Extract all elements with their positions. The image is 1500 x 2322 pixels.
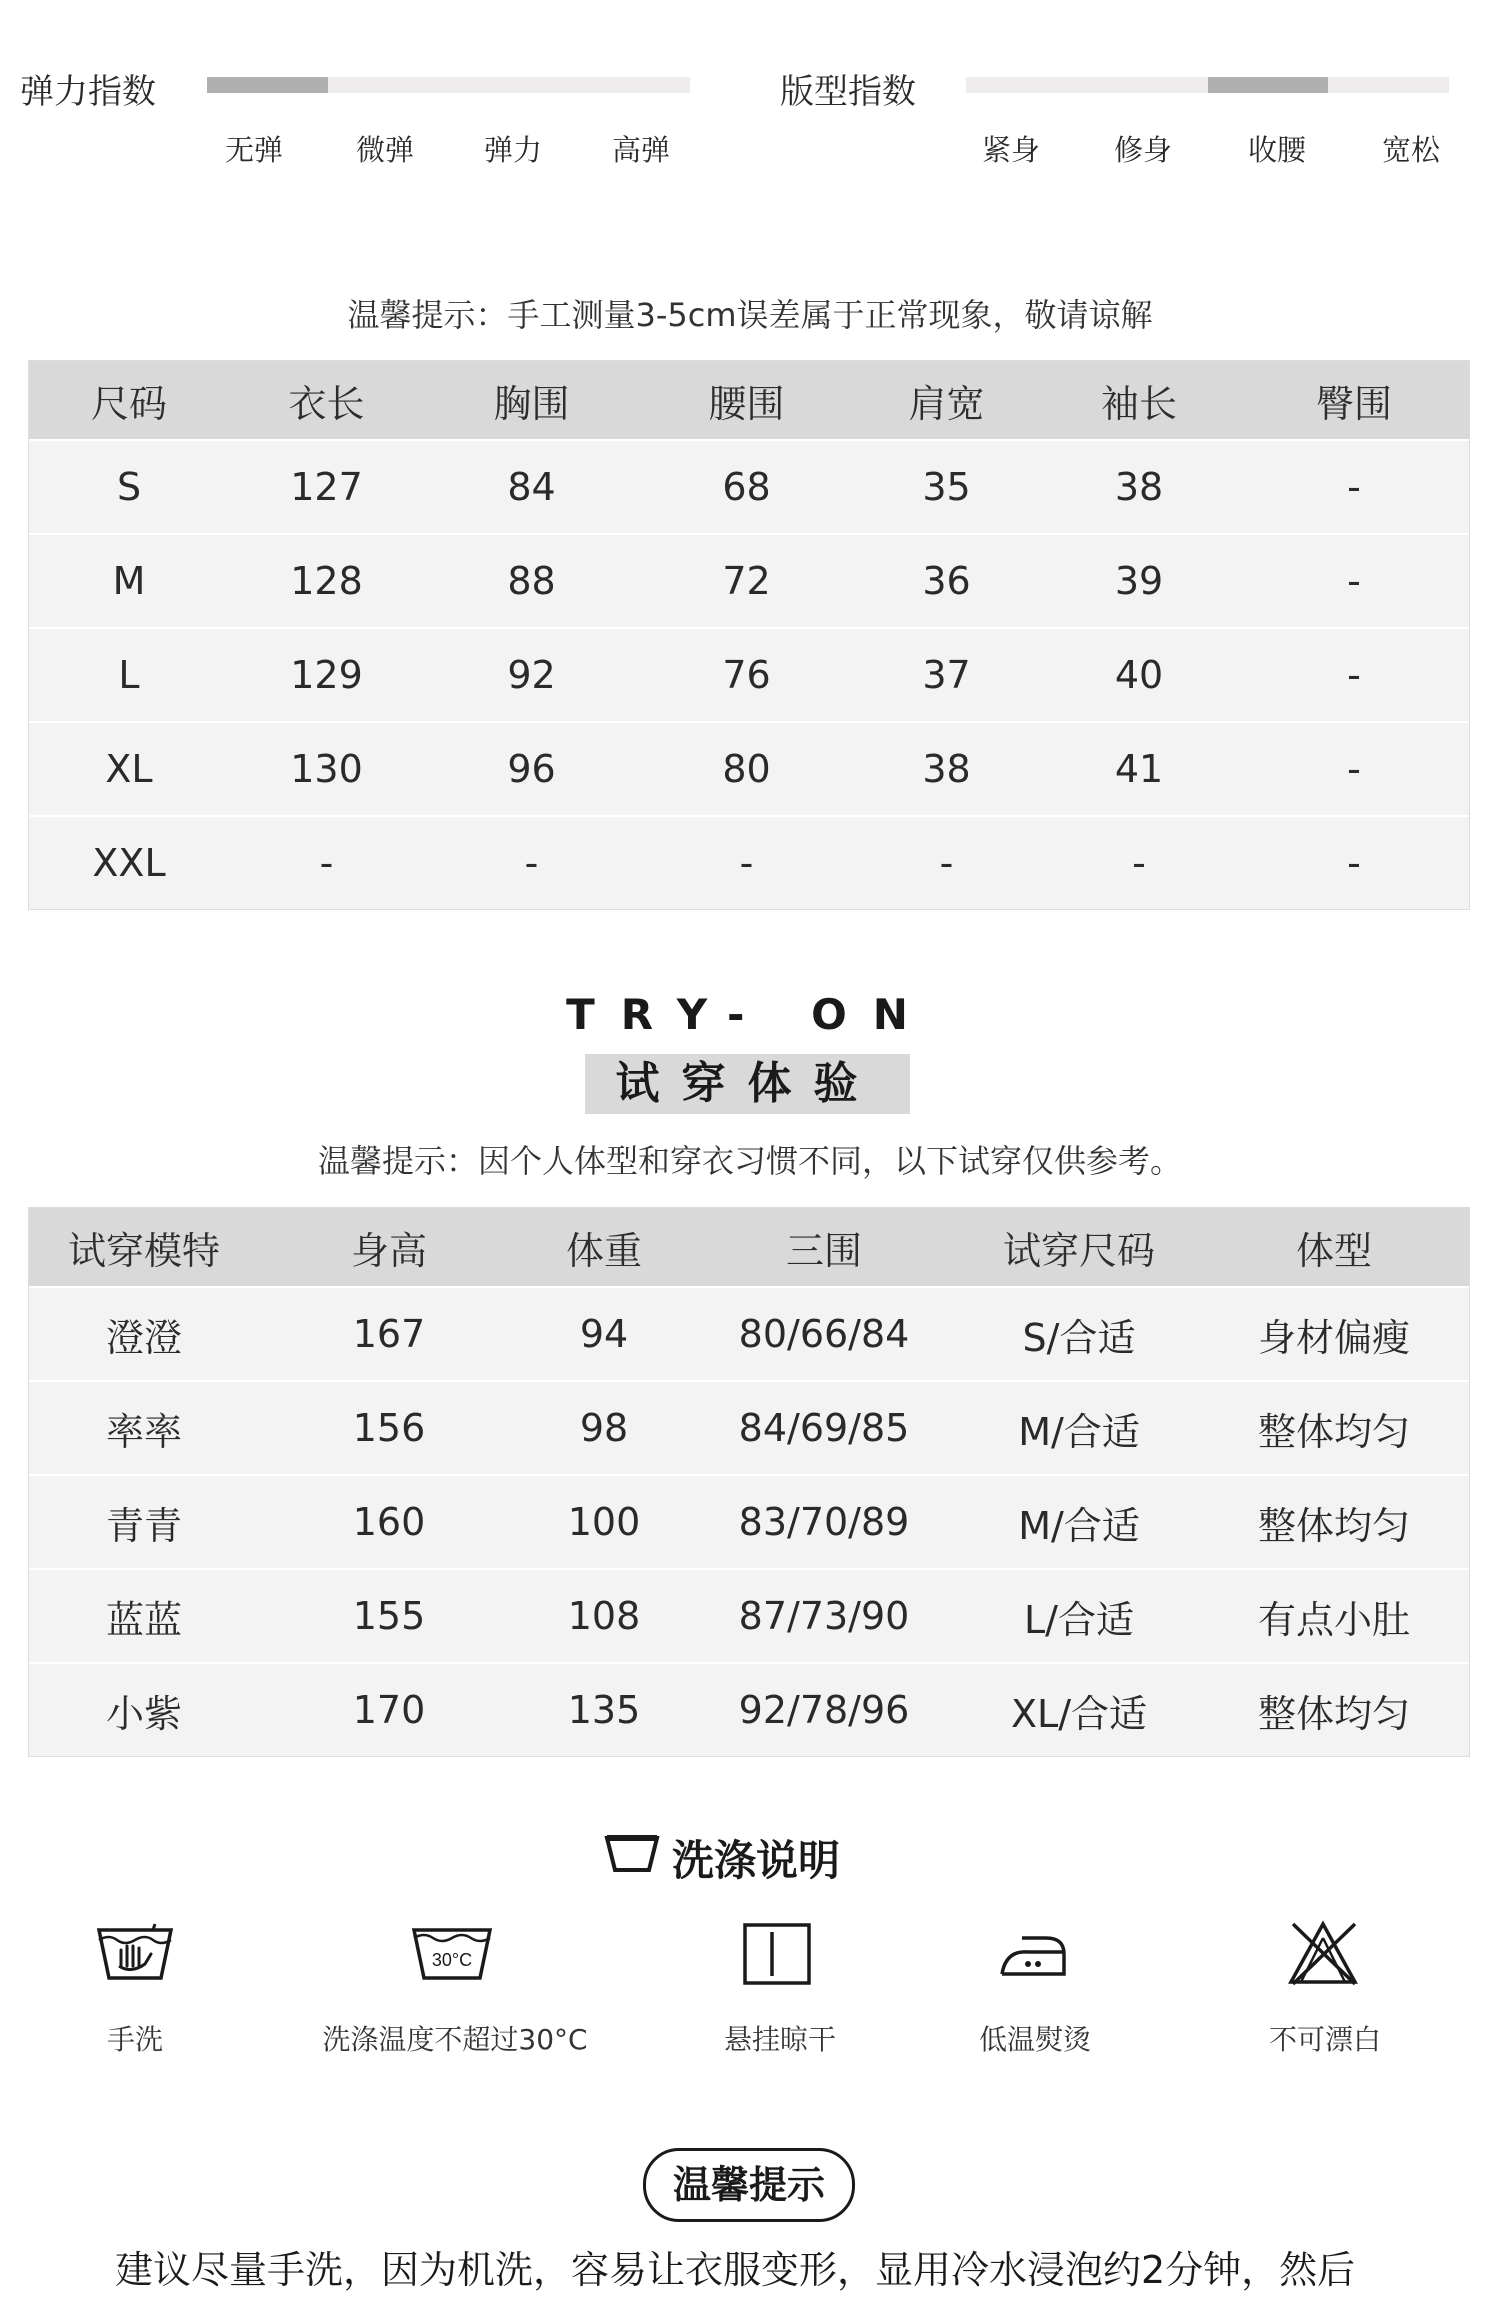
wash-label-hang: 悬挂晾干: [723, 2023, 836, 2056]
size-table-cell: 72: [722, 559, 771, 603]
fit-label: 版型指数: [780, 72, 916, 112]
low-temp-iron-icon: [998, 1930, 1068, 1980]
tryon-table-header-cell: 身高: [350, 1228, 427, 1273]
wash-label-hand: 手洗: [106, 2023, 163, 2056]
tryon-table-cell: 94: [579, 1312, 629, 1356]
size-table-cell: 37: [922, 653, 971, 697]
size-table-row: [29, 627, 1469, 721]
tryon-table-cell: 135: [567, 1688, 641, 1732]
size-table-cell: 88: [507, 559, 556, 603]
size-table-cell: 84: [507, 465, 556, 509]
size-table-cell: -: [1347, 465, 1361, 509]
size-table-header-cell: 袖长: [1100, 381, 1177, 426]
size-table-cell: 92: [507, 653, 556, 697]
tryon-table-header-row: [29, 1208, 1469, 1286]
elasticity-option: 弹力: [484, 133, 543, 167]
elasticity-option: 高弹: [612, 133, 671, 167]
size-table-header-cell: 尺码: [90, 381, 167, 426]
tryon-table-cell: 蓝蓝: [105, 1597, 182, 1642]
tryon-table-cell: 整体均匀: [1257, 1691, 1410, 1736]
tryon-table-cell: 155: [352, 1594, 426, 1638]
tryon-title-cn: 试穿体验: [615, 1058, 880, 1109]
size-table-header-cell: 胸围: [493, 381, 570, 426]
tryon-table-cell: 有点小肚: [1257, 1597, 1410, 1642]
tryon-table-cell: M/合适: [1018, 1409, 1140, 1454]
tryon-table-cell: 澄澄: [105, 1315, 182, 1360]
tryon-table-cell: 167: [352, 1312, 426, 1356]
tryon-table-row: [29, 1662, 1469, 1756]
basin-icon: [604, 1832, 660, 1876]
size-table-cell: -: [524, 841, 539, 885]
tryon-table-header-cell: 三围: [785, 1228, 862, 1273]
size-table-cell: XL: [105, 747, 153, 791]
size-table-cell: 39: [1114, 559, 1164, 603]
size-table-cell: S: [116, 465, 142, 509]
size-table-cell: 76: [722, 653, 771, 697]
size-table-cell: L: [118, 653, 140, 697]
tryon-table-cell: 108: [567, 1594, 641, 1638]
no-bleach-icon: [1285, 1918, 1361, 1988]
size-table-cell: 41: [1114, 747, 1164, 791]
size-note: 温馨提示：手工测量3-5cm误差属于正常现象，敬请谅解: [347, 296, 1153, 334]
size-table-row: [29, 721, 1469, 815]
size-table-row: [29, 533, 1469, 627]
tryon-table-cell: 156: [352, 1406, 426, 1450]
size-table-cell: 36: [922, 559, 971, 603]
wash-label-temp: 洗涤温度不超过30°C: [322, 2023, 588, 2056]
tryon-table-cell: XL/合适: [1010, 1691, 1147, 1736]
size-table-cell: -: [1347, 747, 1361, 791]
tryon-table-row: [29, 1568, 1469, 1662]
size-table-cell: M: [112, 559, 146, 603]
fit-option: 收腰: [1248, 133, 1307, 167]
tryon-table-header-cell: 试穿尺码: [1002, 1228, 1155, 1273]
washing-title: 洗涤说明: [672, 1836, 841, 1885]
size-table-cell: 35: [922, 465, 971, 509]
tryon-table-cell: 87/73/90: [738, 1594, 910, 1638]
tryon-table-row: [29, 1286, 1469, 1380]
tryon-table-row: [29, 1380, 1469, 1474]
size-table-cell: 96: [507, 747, 556, 791]
size-table-header-cell: 肩宽: [908, 381, 985, 426]
size-table-cell: -: [1347, 653, 1361, 697]
tip-body: 建议尽量手洗，因为机洗，容易让衣服变形，显用冷水浸泡约2分钟，然后: [115, 2248, 1356, 2292]
wash-label-iron: 低温熨烫: [978, 2023, 1091, 2056]
elasticity-option: 无弹: [225, 133, 284, 167]
tryon-note: 温馨提示：因个人体型和穿衣习惯不同，以下试穿仅供参考。: [317, 1142, 1182, 1180]
tryon-table-cell: 98: [579, 1406, 629, 1450]
wash-label-bleach: 不可漂白: [1268, 2023, 1381, 2056]
size-table-cell: 38: [922, 747, 971, 791]
wash-30c-icon: [410, 1920, 494, 1984]
size-table-cell: 127: [290, 465, 363, 509]
tryon-title-en: TRY- ON: [566, 990, 934, 1039]
size-table-cell: -: [739, 841, 754, 885]
tryon-table-cell: 整体均匀: [1257, 1409, 1410, 1454]
tryon-table-cell: 160: [352, 1500, 426, 1544]
tryon-table-header-cell: 体型: [1295, 1228, 1372, 1273]
size-table-cell: -: [1347, 559, 1361, 603]
tryon-table-cell: 83/70/89: [738, 1500, 910, 1544]
elasticity-bar: [207, 77, 690, 93]
elasticity-label: 弹力指数: [20, 72, 156, 112]
size-table: [28, 360, 1470, 910]
tryon-table-row: [29, 1474, 1469, 1568]
elasticity-option: 微弹: [356, 133, 415, 167]
tryon-table-header-cell: 体重: [565, 1228, 642, 1273]
size-table-header-cell: 腰围: [708, 381, 785, 426]
size-table-cell: -: [1347, 841, 1361, 885]
tryon-table-cell: 170: [352, 1688, 426, 1732]
fit-option: 紧身: [982, 133, 1041, 167]
tryon-table-cell: 整体均匀: [1257, 1503, 1410, 1548]
tryon-table-cell: 92/78/96: [738, 1688, 910, 1732]
size-table-header-cell: 衣长: [288, 381, 365, 426]
hand-wash-icon: [95, 1920, 175, 1984]
tryon-table: [28, 1207, 1470, 1757]
tryon-table-cell: 青青: [105, 1503, 182, 1548]
size-table-cell: 128: [290, 559, 363, 603]
size-table-header-row: [29, 361, 1469, 439]
size-table-cell: 38: [1114, 465, 1164, 509]
tryon-table-cell: 小紫: [105, 1691, 182, 1736]
tryon-table-cell: L/合适: [1024, 1597, 1134, 1642]
size-table-cell: 68: [722, 465, 771, 509]
tryon-table-cell: S/合适: [1022, 1315, 1136, 1360]
tryon-table-cell: 84/69/85: [738, 1406, 910, 1450]
size-table-cell: 129: [290, 653, 363, 697]
elasticity-bar-fill: [207, 77, 328, 93]
fit-option: 宽松: [1382, 133, 1441, 167]
size-table-cell: -: [1132, 841, 1146, 885]
fit-bar: [966, 77, 1449, 93]
size-table-cell: 40: [1114, 653, 1164, 697]
tryon-table-header-cell: 试穿模特: [67, 1228, 220, 1273]
size-table-cell: 80: [722, 747, 771, 791]
size-table-cell: 130: [290, 747, 363, 791]
wash-temp-text: 30°C: [431, 1950, 473, 1970]
size-table-header-cell: 臀围: [1315, 381, 1392, 426]
tip-title: 温馨提示: [643, 2148, 855, 2222]
size-table-row: [29, 439, 1469, 533]
tryon-table-cell: 身材偏瘦: [1257, 1315, 1410, 1360]
fit-bar-fill: [1208, 77, 1329, 93]
size-table-row: [29, 815, 1469, 909]
tryon-table-cell: M/合适: [1018, 1503, 1140, 1548]
tryon-table-cell: 100: [567, 1500, 641, 1544]
size-table-cell: XXL: [92, 841, 166, 885]
size-table-cell: -: [319, 841, 334, 885]
fit-option: 修身: [1114, 133, 1173, 167]
hang-dry-icon: [742, 1922, 812, 1986]
tryon-table-cell: 率率: [105, 1409, 182, 1454]
tryon-table-cell: 80/66/84: [738, 1312, 910, 1356]
size-table-cell: -: [939, 841, 954, 885]
